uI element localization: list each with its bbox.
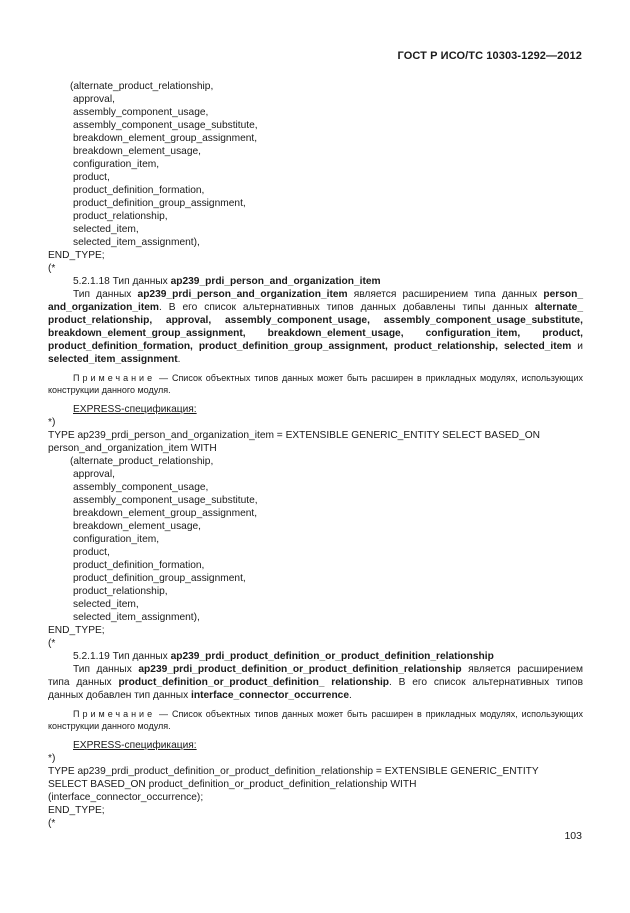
end-type: END_TYPE; — [48, 625, 105, 636]
type-declaration: TYPE ap239_prdi_product_definition_or_product_definition_relationship = EXTENSIBLE GENERIC_ENTITY — [48, 766, 539, 777]
select-item: breakdown_element_group_assignment, — [73, 508, 258, 519]
page-content — [48, 80, 583, 830]
type-declaration: SELECT BASED_ON product_definition_or_product_definition_relationship WITH — [48, 779, 417, 790]
select-item: assembly_component_usage_substitute, — [73, 495, 258, 506]
select-item: product, — [73, 547, 110, 558]
express-spec-label: EXPRESS-спецификация: — [73, 404, 197, 415]
section-paragraph: Тип данных ap239_prdi_person_and_organization_item является расширением типа данных person_ and_organization_item. В его список альтернативных типов данных добавлены типы данных alternate_ product_relationship, approval, assembly_component_usage, assembly_component_usage_substitute, breakdown_element_group_assignment, breakdown_element_usage, configuration_item, product, product_definition_formation, product_definition_group_assignment, product_relationship, selected_item и selected_item_assignment. — [48, 289, 583, 365]
select-item: selected_item_assignment), — [73, 237, 200, 248]
select-item: configuration_item, — [73, 159, 160, 170]
type-declaration: TYPE ap239_prdi_person_and_organization_item = EXTENSIBLE GENERIC_ENTITY SELECT BASED_ON — [48, 430, 540, 441]
express-spec-label: EXPRESS-спецификация: — [73, 740, 197, 751]
select-item: breakdown_element_group_assignment, — [73, 133, 258, 144]
comment-open: (* — [48, 638, 56, 649]
select-item: assembly_component_usage, — [73, 107, 209, 118]
section-heading: 5.2.1.19 Тип данных ap239_prdi_product_definition_or_product_definition_relationship — [73, 651, 494, 662]
note: Примечание — Список объектных типов данных может быть расширен в прикладных модулях, использующих конструкции данного модуля. — [48, 373, 583, 395]
select-item: assembly_component_usage, — [73, 482, 209, 493]
type-declaration: person_and_organization_item WITH — [48, 443, 217, 454]
select-item: product_definition_formation, — [73, 185, 205, 196]
select-item: assembly_component_usage_substitute, — [73, 120, 258, 131]
select-item: breakdown_element_usage, — [73, 146, 202, 157]
select-item: (alternate_product_relationship, — [70, 456, 214, 467]
select-item: product, — [73, 172, 110, 183]
comment-open: (* — [48, 818, 56, 829]
document-header: ГОСТ Р ИСО/ТС 10303-1292—2012 — [397, 50, 582, 62]
comment-close: *) — [48, 417, 56, 428]
select-item: product_definition_group_assignment, — [73, 573, 246, 584]
comment-open: (* — [48, 263, 56, 274]
page-number: 103 — [564, 830, 582, 842]
select-item: approval, — [73, 469, 115, 480]
select-item: selected_item_assignment), — [73, 612, 200, 623]
select-item: product_relationship, — [73, 211, 168, 222]
select-item: configuration_item, — [73, 534, 160, 545]
section-paragraph: Тип данных ap239_prdi_product_definition_or_product_definition_relationship является расширением типа данных product_definition_or_product_definition_ relationship. В его список альтернативных типов данных добавлен тип данных interface_connector_occurrence. — [48, 664, 583, 701]
type-declaration: (interface_connector_occurrence); — [48, 792, 204, 803]
note: Примечание — Список объектных типов данных может быть расширен в прикладных модулях, использующих конструкции данного модуля. — [48, 709, 583, 731]
select-item: product_relationship, — [73, 586, 168, 597]
end-type: END_TYPE; — [48, 250, 105, 261]
select-item: (alternate_product_relationship, — [70, 81, 214, 92]
select-item: approval, — [73, 94, 115, 105]
section-heading: 5.2.1.18 Тип данных ap239_prdi_person_and_organization_item — [73, 276, 381, 287]
comment-close: *) — [48, 753, 56, 764]
select-item: selected_item, — [73, 224, 139, 235]
end-type: END_TYPE; — [48, 805, 105, 816]
select-item: product_definition_group_assignment, — [73, 198, 246, 209]
select-item: selected_item, — [73, 599, 139, 610]
select-item: product_definition_formation, — [73, 560, 205, 571]
select-item: breakdown_element_usage, — [73, 521, 202, 532]
